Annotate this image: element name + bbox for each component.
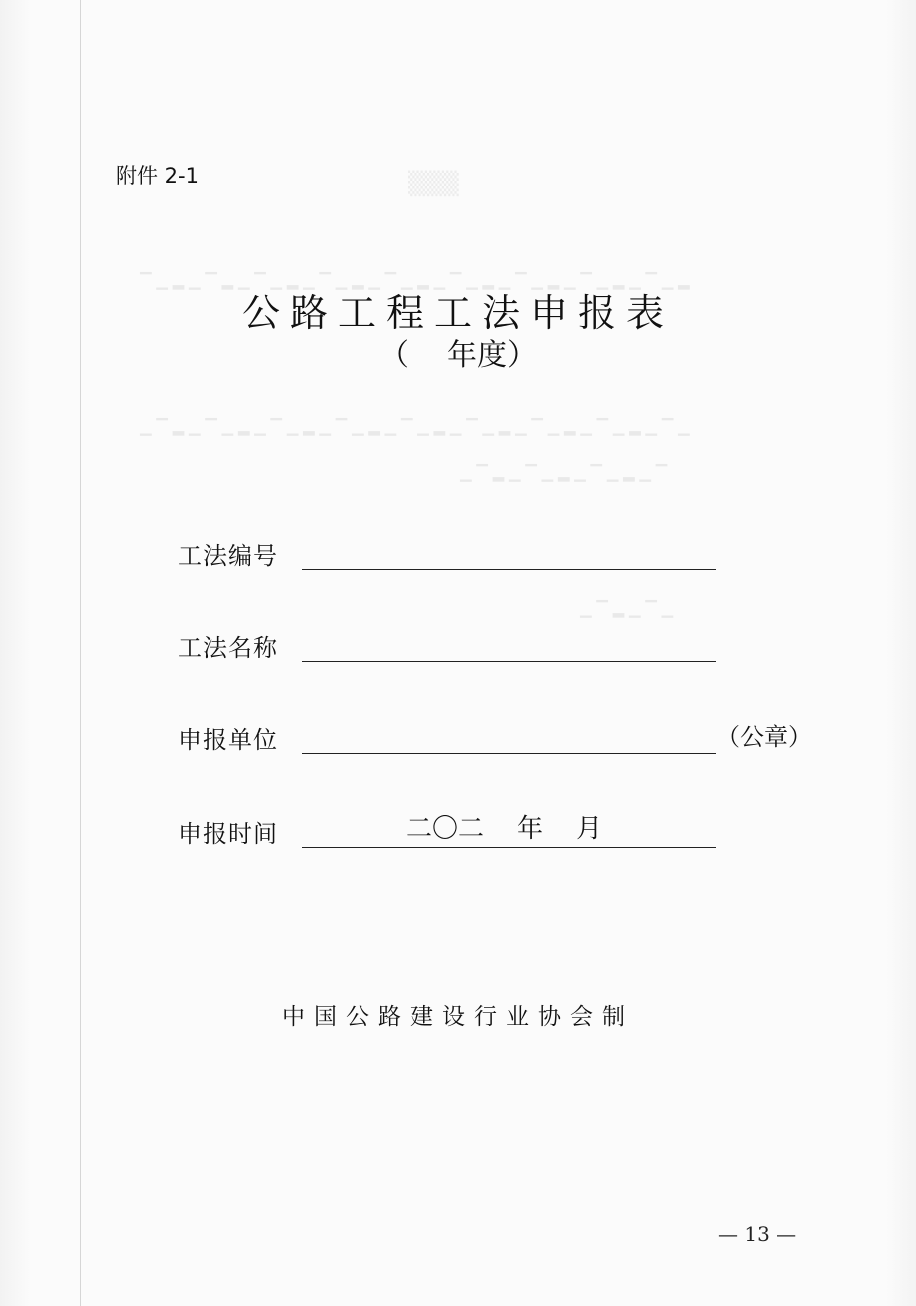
method-number-field[interactable]	[302, 569, 716, 570]
page-number: — 13 —	[718, 1222, 797, 1246]
year-subtitle	[0, 330, 916, 374]
application-date-value: 二〇二 年 月	[406, 814, 603, 844]
application-date-row	[178, 814, 818, 854]
year-open-paren: （	[379, 338, 409, 373]
official-seal-note: （公章）	[716, 723, 812, 751]
show-through-mark: ▔ ▁ ▂ ▁ ▔ ▂ ▁ ▔ ▁ ▂ ▁ ▔ ▁ ▂ ▁ ▔ ▁ ▂ ▁ ▔ ▁ ▂ ▁ ▔ ▁ ▂ ▁ ▔ ▁ ▂ ▁ ▔ ▁ ▂	[140, 272, 690, 290]
method-number-row	[178, 536, 818, 576]
attachment-label: 附件 2-1	[116, 164, 199, 188]
application-date-label: 申报时间	[178, 820, 278, 848]
applicant-unit-label: 申报单位	[178, 726, 278, 754]
method-name-label: 工法名称	[178, 634, 278, 662]
issuing-organization: 中国公路建设行业协会制	[282, 1004, 634, 1030]
applicant-unit-field[interactable]	[302, 753, 716, 754]
year-text: 年度）	[447, 338, 537, 373]
method-name-row	[178, 628, 818, 668]
show-through-mark: ▒▒▒	[408, 172, 459, 197]
binding-edge-line	[80, 0, 81, 1306]
show-through-mark: ▁ ▔ ▂ ▁ ▔ ▁	[580, 600, 674, 618]
show-through-mark: ▁ ▔ ▂ ▁ ▔ ▁ ▂ ▁ ▔ ▁ ▂ ▁ ▔ ▁ ▂ ▁ ▔ ▁ ▂ ▁ ▔ ▁ ▂ ▁ ▔ ▁ ▂ ▁ ▔ ▁ ▂ ▁ ▔ ▁	[140, 418, 690, 436]
method-number-label: 工法编号	[178, 542, 278, 570]
applicant-unit-row	[178, 720, 818, 760]
method-name-field[interactable]	[302, 661, 716, 662]
show-through-mark: ▁ ▔ ▂ ▁ ▔ ▁ ▂ ▁ ▔ ▁ ▂ ▁ ▔	[460, 464, 668, 482]
application-date-field[interactable]	[302, 847, 716, 848]
form-title: 公路工程工法申报表	[241, 291, 674, 335]
